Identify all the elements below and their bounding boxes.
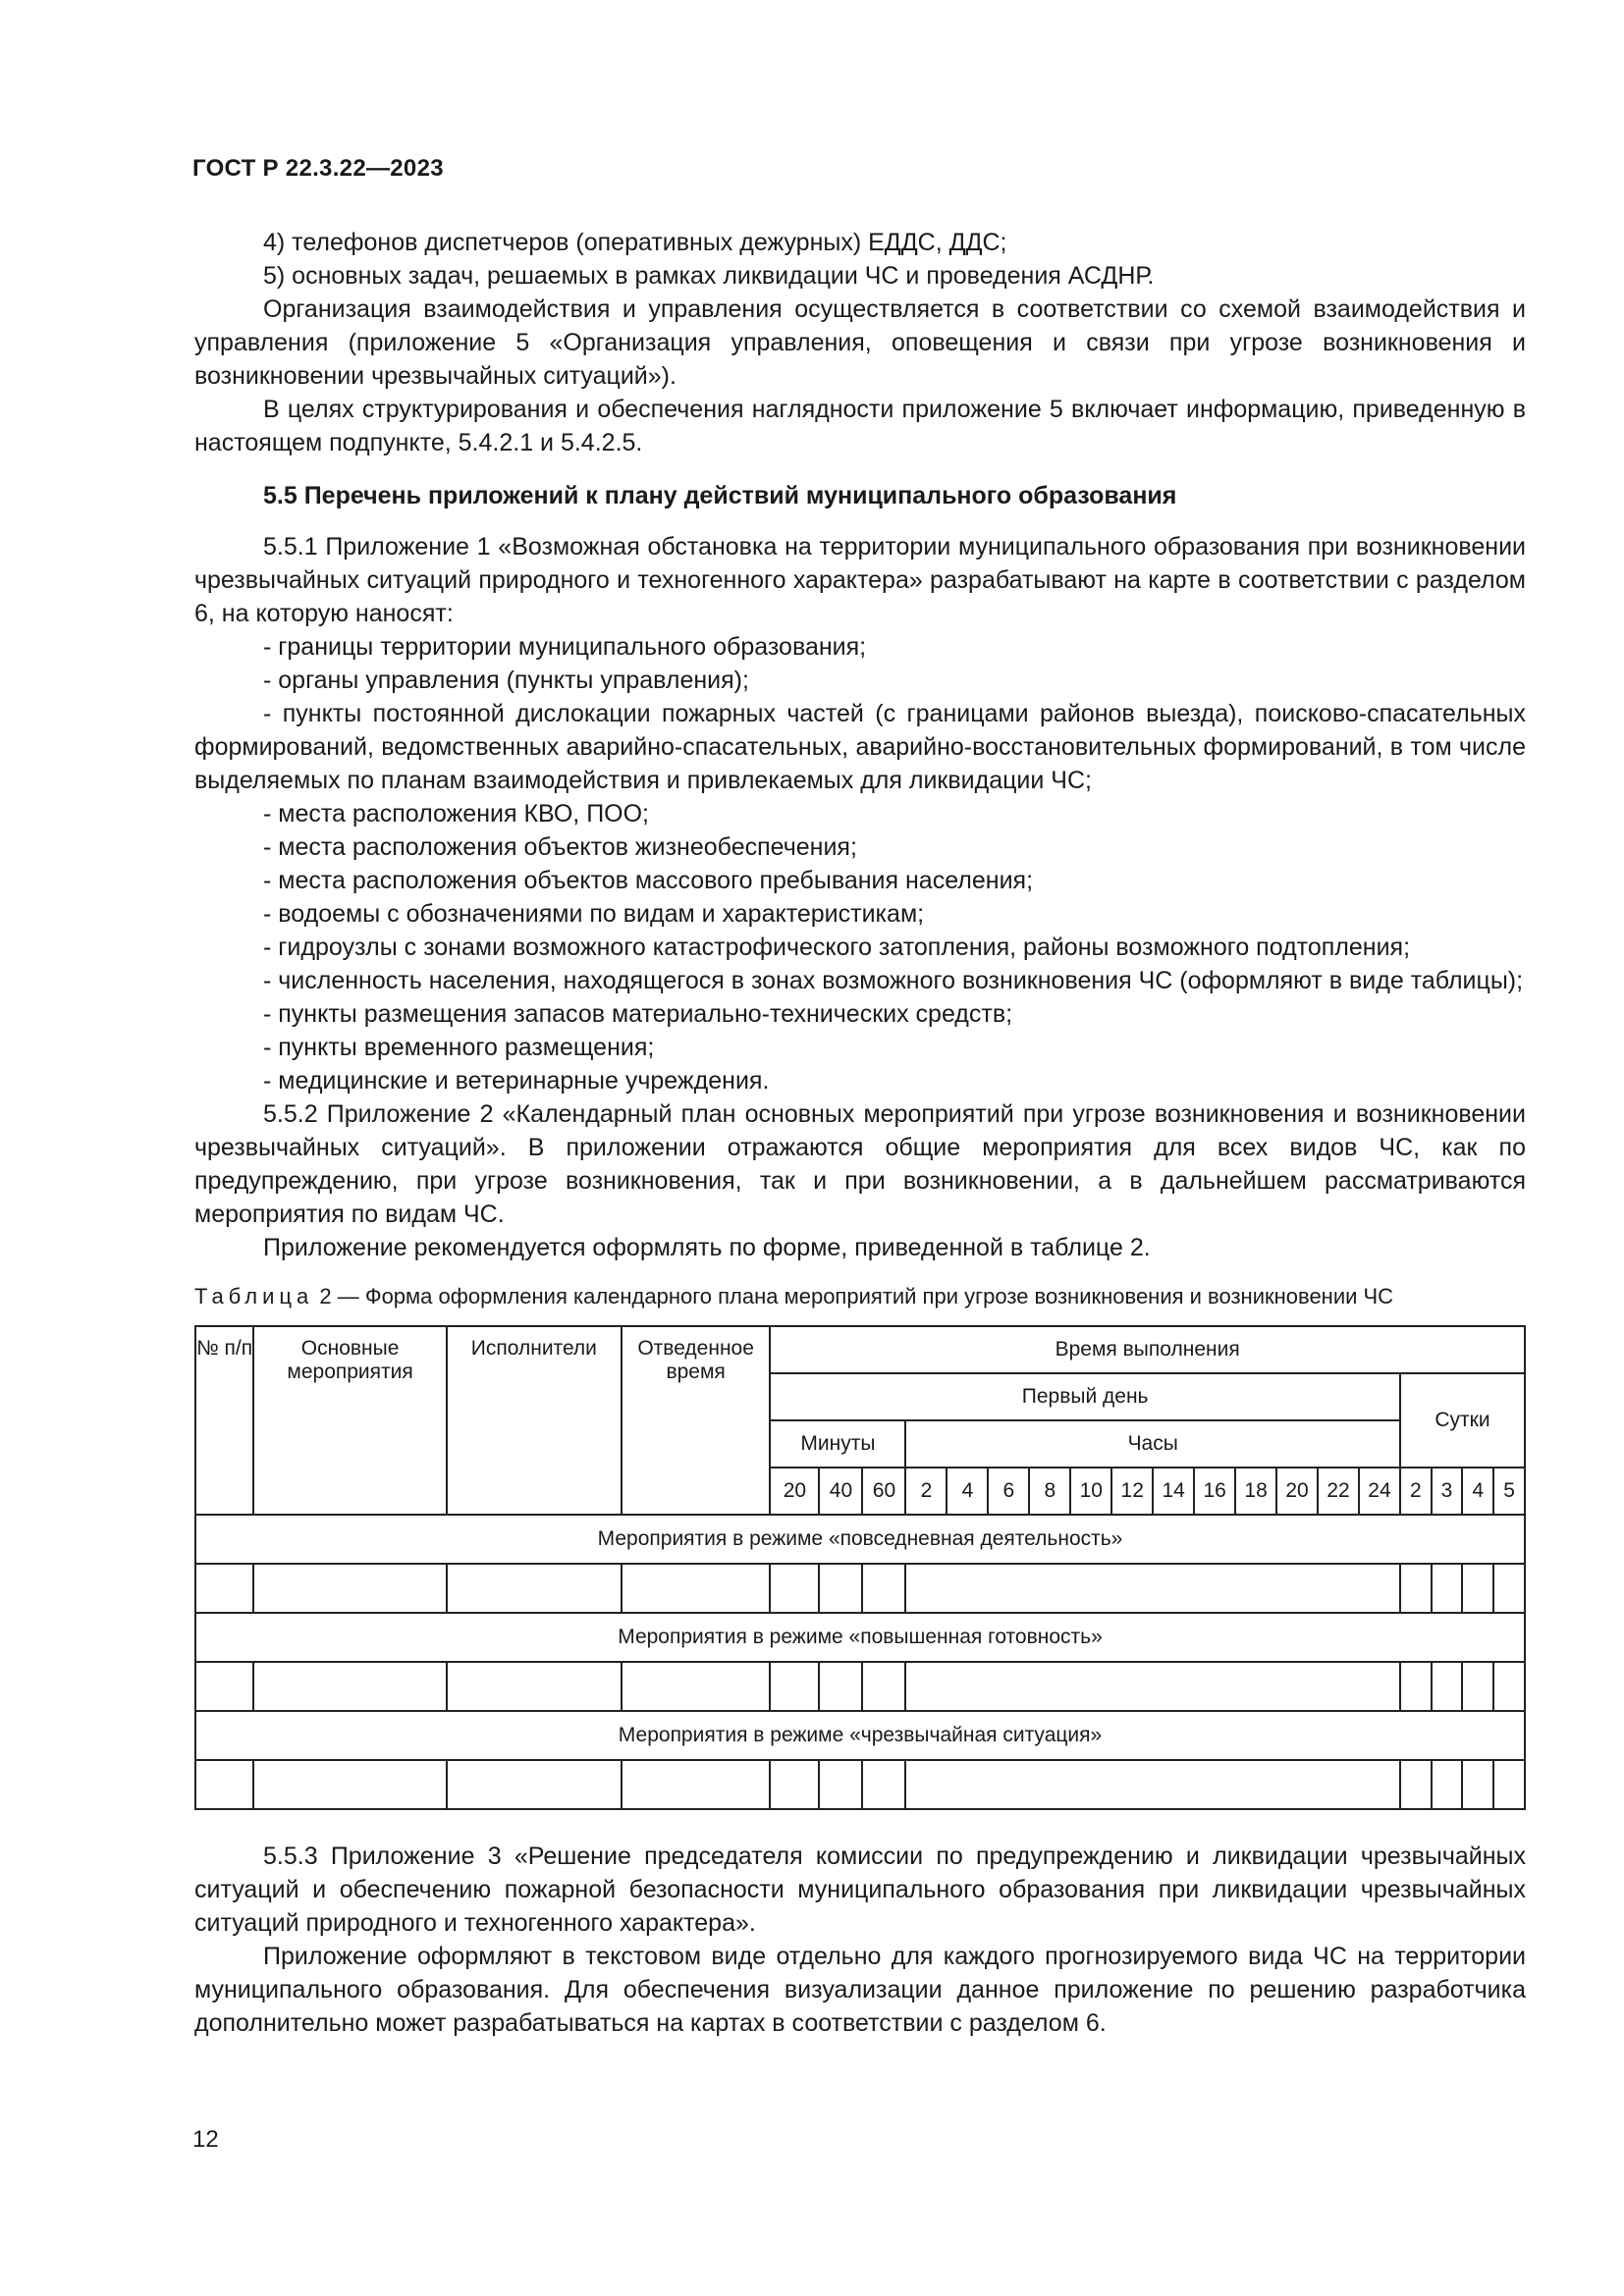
list-item: - пункты размещения запасов материально-технических средств;	[263, 1000, 1013, 1028]
paragraph: Приложение оформляют в текстовом виде отдельно для каждого прогнозируемого вида ЧС на территории муниципального образования. Для обеспечения визуализации данное приложение по решению разработчика дополнительно может разрабатываться на картах в соответствии с разделом 6.	[194, 1943, 1526, 2037]
minute-col: 40	[819, 1468, 862, 1515]
section-heading: 5.5 Перечень приложений к плану действий муниципального образования	[263, 482, 1177, 509]
section-row-daily: Мероприятия в режиме «повседневная деятельность»	[195, 1515, 1525, 1564]
paragraph: В целях структурирования и обеспечения наглядности приложение 5 включает информацию, приведенную в настоящем подпункте, 5.4.2.1 и 5.4.2.5.	[194, 396, 1526, 456]
list-item: - гидроузлы с зонами возможного катастрофического затопления, районы возможного подтопления;	[263, 934, 1411, 961]
list-item: 4) телефонов диспетчеров (оперативных дежурных) ЕДДС, ДДС;	[263, 229, 1007, 256]
list-item: 5) основных задач, решаемых в рамках ликвидации ЧС и проведения АСДНР.	[263, 262, 1155, 290]
list-item: - места расположения КВО, ПОО;	[263, 800, 650, 828]
list-item: - места расположения объектов жизнеобеспечения;	[263, 833, 857, 861]
header-days: Сутки	[1400, 1373, 1525, 1468]
page-number: 12	[192, 2126, 219, 2153]
table-caption-label: Таблица	[194, 1284, 314, 1308]
hour-col: 6	[988, 1468, 1029, 1515]
header-executors: Исполнители	[447, 1326, 622, 1515]
day-col: 2	[1400, 1468, 1432, 1515]
paragraph: 5.5.3 Приложение 3 «Решение председателя комиссии по предупреждению и ликвидации чрезвычайных ситуаций и обеспечению пожарной безопасности муниципального образования при ликвидации чрезвычайных ситуаций природного и техногенного характера».	[194, 1842, 1526, 1937]
table-caption	[194, 1282, 1526, 1311]
hour-col: 24	[1359, 1468, 1400, 1515]
document-code: ГОСТ Р 22.3.22—2023	[192, 155, 444, 182]
list-item: - пункты временного размещения;	[263, 1034, 655, 1061]
paragraph: 5.5.1 Приложение 1 «Возможная обстановка на территории муниципального образования при возникновении чрезвычайных ситуаций природного и техногенного характера» разрабатывают на карте в соответствии с разделом 6, на которую наносят:	[194, 533, 1526, 627]
day-col: 4	[1462, 1468, 1493, 1515]
hour-col: 16	[1194, 1468, 1235, 1515]
header-minutes: Минуты	[770, 1420, 905, 1468]
table-row	[195, 1760, 1525, 1809]
minute-col: 20	[770, 1468, 819, 1515]
hour-col: 20	[1276, 1468, 1318, 1515]
hour-col: 14	[1153, 1468, 1194, 1515]
header-num: № п/п	[195, 1326, 253, 1515]
header-hours: Часы	[905, 1420, 1399, 1468]
hour-col: 18	[1235, 1468, 1276, 1515]
header-first-day: Первый день	[770, 1373, 1400, 1420]
list-item: - пункты постоянной дислокации пожарных частей (с границами районов выезда), поисково-спасательных формирований, ведомственных аварийно-спасательных, аварийно-восстановительных формирований, в том числе выделяемых по планам взаимодействия и привлекаемых для ликвидации ЧС;	[194, 700, 1526, 794]
hour-col: 8	[1029, 1468, 1070, 1515]
day-col: 5	[1493, 1468, 1525, 1515]
header-main-activities: Основные мероприятия	[253, 1326, 446, 1515]
list-item: - места расположения объектов массового пребывания населения;	[263, 867, 1034, 894]
hour-col: 12	[1111, 1468, 1153, 1515]
list-item: - органы управления (пункты управления);	[263, 667, 749, 694]
page-content	[194, 226, 1526, 2040]
table-row	[195, 1564, 1525, 1613]
list-item: - численность населения, находящегося в зонах возможного возникновения ЧС (оформляют в виде таблицы);	[263, 967, 1524, 994]
hour-col: 22	[1318, 1468, 1359, 1515]
hour-col: 10	[1070, 1468, 1111, 1515]
table-row	[195, 1662, 1525, 1711]
paragraph: Организация взаимодействия и управления осуществляется в соответствии со схемой взаимодействия и управления (приложение 5 «Организация управления, оповещения и связи при угрозе возникновения и возникновении чрезвычайных ситуаций»).	[194, 295, 1526, 390]
day-col: 3	[1432, 1468, 1463, 1515]
list-item: - границы территории муниципального образования;	[263, 633, 867, 661]
header-execution-time: Время выполнения	[770, 1326, 1525, 1373]
list-item: - медицинские и ветеринарные учреждения.	[263, 1067, 770, 1095]
paragraph: 5.5.2 Приложение 2 «Календарный план основных мероприятий при угрозе возникновения и возникновении чрезвычайных ситуаций». В приложении отражаются общие мероприятия для всех видов ЧС, как по предупреждению, при угрозе возникновения, так и при возникновении, а в дальнейшем рассматриваются мероприятия по видам ЧС.	[194, 1100, 1526, 1228]
calendar-plan-table	[194, 1325, 1526, 1810]
section-row-high-alert: Мероприятия в режиме «повышенная готовность»	[195, 1613, 1525, 1662]
list-item: - водоемы с обозначениями по видам и характеристикам;	[263, 900, 925, 928]
hour-col: 2	[905, 1468, 947, 1515]
section-row-emergency: Мероприятия в режиме «чрезвычайная ситуация»	[195, 1711, 1525, 1760]
minute-col: 60	[862, 1468, 905, 1515]
table-caption-text: 2 — Форма оформления календарного плана мероприятий при угрозе возникновения и возникновении ЧС	[313, 1284, 1394, 1308]
header-allotted-time: Отведенное время	[622, 1326, 770, 1515]
paragraph: Приложение рекомендуется оформлять по форме, приведенной в таблице 2.	[263, 1234, 1151, 1261]
hour-col: 4	[947, 1468, 988, 1515]
